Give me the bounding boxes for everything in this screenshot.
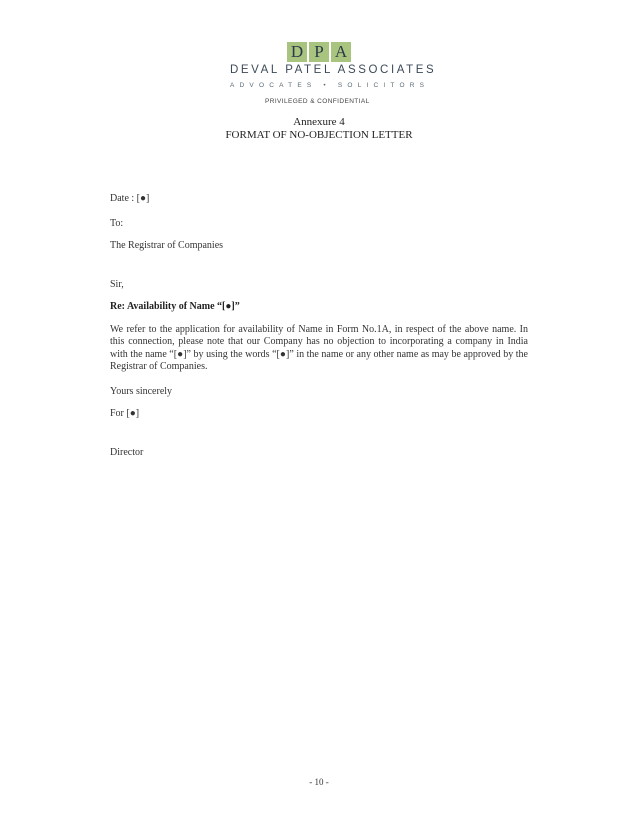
logo-letter-p: P [309, 42, 329, 62]
for-line: For [●] [110, 408, 140, 419]
logo-monogram [287, 42, 351, 62]
addressee: The Registrar of Companies [110, 240, 224, 251]
date-line: Date : [●] [110, 193, 150, 204]
page-number: - 10 - [309, 777, 329, 787]
firm-name: DEVAL PATEL ASSOCIATES [230, 64, 437, 76]
firm-logo [230, 42, 437, 92]
salutation: Sir, [110, 279, 124, 290]
letter-body: We refer to the application for availability of Name in Form No.1A, in respect of the above name. In this connection, please note that our Company has no objection to incorporating a company in India with the name “[●]” by using the words “[●]” in the name or any other name as may be approved by the Registrar of Companies. [110, 324, 528, 373]
logo-letter-a: A [331, 42, 351, 62]
document-title: FORMAT OF NO-OBJECTION LETTER [225, 129, 413, 141]
logo-letter-d: D [287, 42, 307, 62]
annexure-heading: Annexure 4 [293, 116, 345, 128]
signatory: Director [110, 447, 144, 458]
firm-tagline: ADVOCATES • SOLICITORS [230, 82, 430, 89]
closing: Yours sincerely [110, 386, 173, 397]
confidentiality-notice: PRIVILEGED & CONFIDENTIAL [265, 98, 370, 105]
to-line: To: [110, 218, 124, 229]
subject-line: Re: Availability of Name “[●]” [110, 301, 240, 312]
